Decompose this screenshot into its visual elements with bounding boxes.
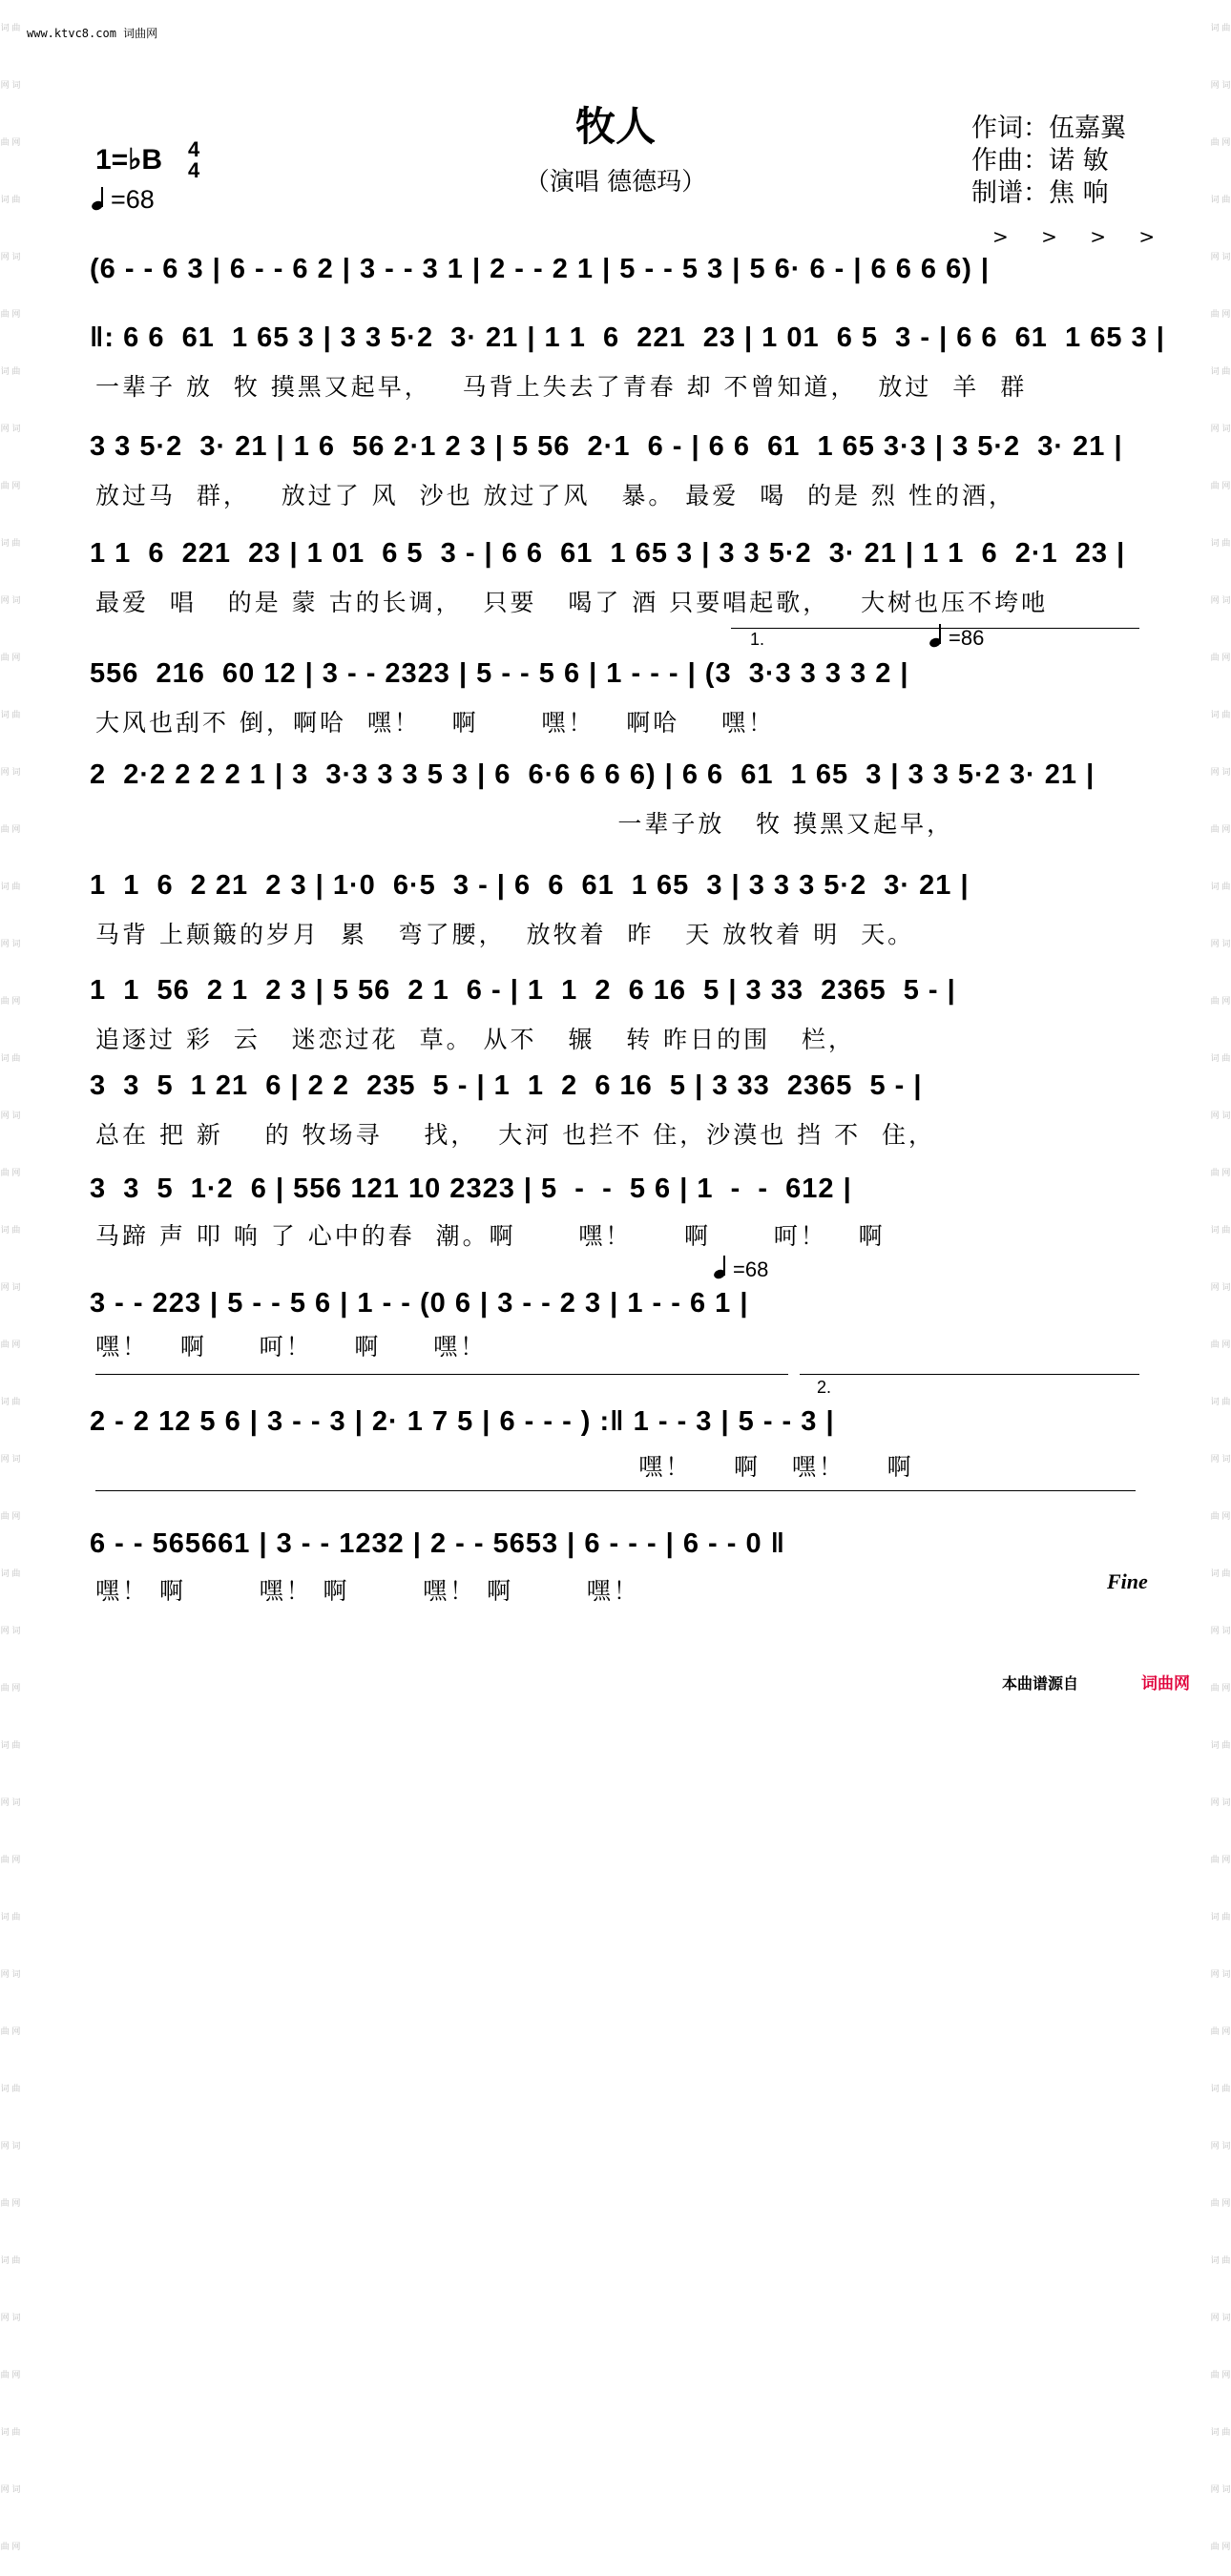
song-title: 牧人 [574, 103, 656, 150]
fine-mark: Fine [1107, 1569, 1148, 1593]
accent-marks: > > > > [992, 225, 1169, 248]
time-signature: 4 4 [188, 137, 200, 182]
performer: （演唱 德德玛） [524, 168, 707, 197]
ending-2-bracket [800, 1374, 1139, 1375]
footer-source-label: 本曲谱源自 [1002, 1674, 1079, 1693]
score-line-3: 3 3 5·2 3· 21 | 1 6 56 2·1 2 3 | 5 56 2·1 6 - | 6 6 61 1 65 3·3 | 3 5·2 3· 21 | [90, 431, 1123, 462]
score-line-11: 3 - - 223 | 5 - - 5 6 | 1 - - (0 6 | 3 - - 2 3 | 1 - - 6 1 | [90, 1288, 749, 1319]
score-line-1: (6 - - 6 3 | 6 - - 6 2 | 3 - - 3 1 | 2 - - 2 1 | 5 - - 5 3 | 5 6· 6 - | 6 6 6 6) | [90, 254, 991, 284]
lyrics-line-9: 总在 把 新 的 牧场寻 找， 大河 也拦不 住，沙漠也 挡 不 住， [95, 1121, 935, 1149]
lyrics-line-8: 追逐过 彩 云 迷恋过花 草。 从不 辗 转 昨日的围 栏， [95, 1026, 855, 1053]
composer: 作曲：诺 敏 [971, 146, 1109, 176]
score-line-10: 3 3 5 1·2 6 | 556 121 10 2323 | 5 - - 5 6 | 1 - - 612 | [90, 1174, 852, 1204]
divider-2 [95, 1490, 1136, 1491]
watermark-right: 词 曲 网 词 曲 网 词 曲 网 词 曲 网 词 曲 网 词 曲 网 词 曲 网 词 曲 网 词 曲 网 词 曲 网 词 曲 网 词 曲 网 词 曲 网 词 曲 网 词 曲 网 词 曲 网 词 曲 网 词 曲 网 词 曲 网 词 曲 网 词 曲 网 词 曲 网 词 曲 网 词 曲 网 词 曲 网 词 曲 网 词 曲 网 词 曲 网 词 曲 网 词 曲 网 [1210, 24, 1231, 2552]
lyrics-line-12: 嘿！ 啊 嘿！ 啊 [95, 1453, 914, 1481]
ending-1-label: 1. [750, 630, 765, 649]
lyrics-line-2: 一辈子 放 牧 摸黑又起早， 马背上失去了青春 却 不曾知道， 放过 羊 群 [95, 373, 1028, 401]
quarter-note-icon [714, 1256, 727, 1278]
quarter-note-icon [92, 187, 105, 210]
divider-1 [95, 1374, 788, 1375]
lyrics-line-13: 嘿！ 啊 嘿！ 啊 嘿！ 啊 嘿！ [95, 1577, 640, 1605]
lyrics-line-11: 嘿！ 啊 呵！ 啊 嘿！ [95, 1333, 488, 1361]
score-line-13: 6 - - 565661 | 3 - - 1232 | 2 - - 5653 | 6 - - - | 6 - - 0 ‖ [90, 1528, 786, 1559]
credits [971, 113, 1126, 210]
footer-brand-link[interactable]: 词曲网 [1141, 1674, 1190, 1693]
site-url[interactable]: www.ktvc8.com 词曲网 [27, 27, 158, 40]
tempo-mark: =68 [92, 185, 155, 215]
score-line-8: 1 1 56 2 1 2 3 | 5 56 2 1 6 - | 1 1 2 6 16 5 | 3 33 2365 5 - | [90, 975, 956, 1006]
lyrics-line-5: 大风也刮不 倒，啊哈 嘿！ 啊 嘿！ 啊哈 嘿！ [95, 709, 775, 737]
lyrics-line-10: 马蹄 声 叩 响 了 心中的春 潮。啊 嘿！ 啊 呵！ 啊 [95, 1222, 886, 1250]
score-line-6: 2 2·2 2 2 2 1 | 3 3·3 3 3 5 3 | 6 6·6 6 6 6) | 6 6 61 1 65 3 | 3 3 5·2 3· 21 | [90, 759, 1095, 790]
lyricist: 作词：伍嘉翼 [971, 114, 1126, 143]
key-signature: 1=♭B [95, 144, 163, 176]
transcriber: 制谱：焦 响 [971, 178, 1109, 208]
quarter-note-icon [929, 624, 943, 647]
lyrics-line-3: 放过马 群， 放过了 风 沙也 放过了风 暴。 最爱 喝 的是 烈 性的酒， [95, 482, 1015, 509]
score-line-9: 3 3 5 1 21 6 | 2 2 235 5 - | 1 1 2 6 16 5 | 3 33 2365 5 - | [90, 1070, 923, 1101]
watermark-left: 词 曲 网 词 曲 网 词 曲 网 词 曲 网 词 曲 网 词 曲 网 词 曲 网 词 曲 网 词 曲 网 词 曲 网 词 曲 网 词 曲 网 词 曲 网 词 曲 网 词 曲 网 词 曲 网 词 曲 网 词 曲 网 词 曲 网 词 曲 网 词 曲 网 词 曲 网 词 曲 网 词 曲 网 词 曲 网 词 曲 网 词 曲 网 词 曲 网 词 曲 网 词 曲 网 [0, 24, 21, 2552]
tempo-change-68: =68 [714, 1256, 768, 1282]
score-line-5: 556 216 60 12 | 3 - - 2323 | 5 - - 5 6 | 1 - - - | (3 3·3 3 3 3 2 | [90, 658, 909, 689]
ending-2-label: 2. [817, 1378, 832, 1397]
lyrics-line-4: 最爱 唱 的是 蒙 古的长调， 只要 喝了 酒 只要唱起歌， 大树也压不垮吔 [95, 589, 1049, 616]
lyrics-line-6: 一辈子放 牧 摸黑又起早， [95, 810, 954, 838]
score-line-7: 1 1 6 2 21 2 3 | 1·0 6·5 3 - | 6 6 61 1 65 3 | 3 3 3 5·2 3· 21 | [90, 870, 970, 901]
tempo-change-86: =86 [929, 624, 984, 651]
score-line-4: 1 1 6 221 23 | 1 01 6 5 3 - | 6 6 61 1 65 3 | 3 3 5·2 3· 21 | 1 1 6 2·1 23 | [90, 538, 1126, 569]
score-line-12: 2 - 2 12 5 6 | 3 - - 3 | 2· 1 7 5 | 6 - - - ) :‖ 1 - - 3 | 5 - - 3 | [90, 1406, 835, 1437]
lyrics-line-7: 马背 上颠簸的岁月 累 弯了腰， 放牧着 昨 天 放牧着 明 天。 [95, 921, 915, 948]
score-line-2: ‖: 6 6 61 1 65 3 | 3 3 5·2 3· 21 | 1 1 6 221 23 | 1 01 6 5 3 - | 6 6 61 1 65 3 | [90, 322, 1165, 353]
